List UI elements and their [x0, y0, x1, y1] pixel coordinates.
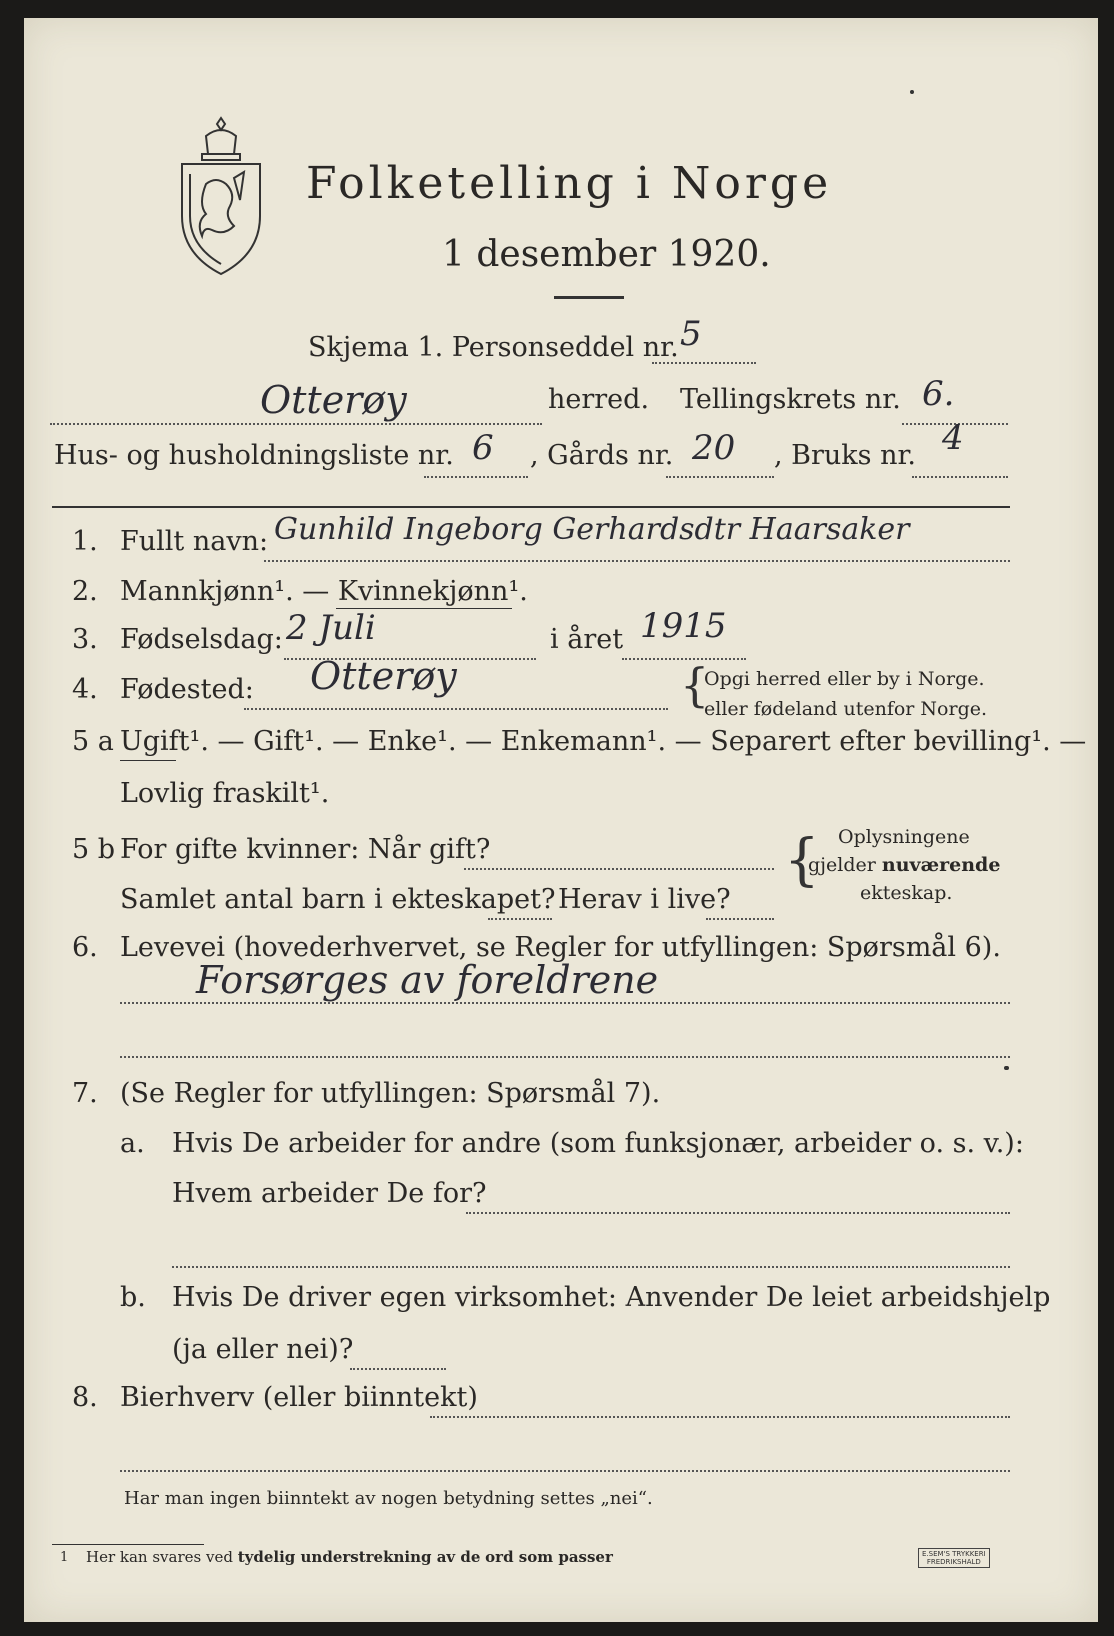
q4-birthplace-value[interactable]: Otterøy [310, 654, 457, 698]
q8-number: 8. [72, 1382, 98, 1413]
q7a-employer-line [466, 1212, 1010, 1214]
form-title: Folketelling i Norge [306, 158, 833, 209]
q5b-note-line3: ekteskap. [860, 882, 953, 904]
q7a-employer-label: Hvem arbeider De for? [172, 1178, 487, 1209]
husliste-value[interactable]: 6 [472, 428, 494, 468]
q5a-number: 5 a [72, 726, 114, 757]
q7-number: 7. [72, 1078, 98, 1109]
q5b-note-line2: gjelder nuværende [808, 854, 1001, 876]
q6-label: Levevei (hovederhvervet, se Regler for utfyllingen: Spørsmål 6). [120, 932, 1001, 963]
q5b-married-line [464, 868, 774, 870]
q8-line2 [120, 1470, 1010, 1472]
q7a-employer-line2 [172, 1266, 1010, 1268]
q3-number: 3. [72, 624, 98, 655]
q5b-alive-label: Herav i live? [558, 884, 731, 915]
footer-note: Har man ingen biinntekt av nogen betydning settes „nei“. [124, 1488, 653, 1509]
q8-label: Bierhverv (eller biinntekt) [120, 1382, 478, 1413]
footnote-number: 1 [60, 1550, 69, 1565]
ink-speck [910, 90, 914, 94]
gards-line [666, 476, 774, 478]
q5b-married-label: For gifte kvinner: Når gift? [120, 834, 491, 865]
q5b-alive-line [706, 918, 774, 920]
personseddel-line [652, 362, 756, 364]
bruks-value[interactable]: 4 [942, 418, 964, 458]
q7a-letter: a. [120, 1128, 145, 1159]
q4-label: Fødested: [120, 674, 254, 705]
q7-label: (Se Regler for utfyllingen: Spørsmål 7). [120, 1078, 661, 1109]
q1-number: 1. [72, 526, 98, 557]
q2-number: 2. [72, 576, 98, 607]
tellingskrets-value[interactable]: 6. [922, 374, 955, 414]
q1-label: Fullt navn: [120, 526, 269, 557]
bruks-line [912, 476, 1008, 478]
q3-year-label: i året [550, 624, 624, 655]
norwegian-coat-of-arms-icon [176, 114, 266, 276]
ink-speck-2 [1004, 1066, 1009, 1070]
q5b-note-line1: Oplysningene [838, 826, 970, 848]
gards-value[interactable]: 20 [692, 428, 736, 468]
herred-line [50, 423, 542, 425]
q7b-yes-no-label: (ja eller nei)? [172, 1334, 354, 1365]
q5a-divorced-option: Lovlig fraskilt¹. [120, 778, 330, 809]
husliste-line [424, 476, 528, 478]
q3-label: Fødselsdag: [120, 624, 283, 655]
q6-line1 [120, 1002, 1010, 1004]
q3-year-value[interactable]: 1915 [640, 606, 727, 646]
q5b-number: 5 b [72, 834, 116, 865]
herred-value[interactable]: Otterøy [260, 378, 407, 422]
q7b-yes-no-line [350, 1368, 446, 1370]
q6-number: 6. [72, 932, 98, 963]
gards-label: , Gårds nr. [530, 440, 674, 471]
q3-birthday-value[interactable]: 2 Juli [286, 608, 376, 648]
q5b-brace: { [784, 828, 820, 893]
tellingskrets-label: Tellingskrets nr. [680, 384, 901, 415]
q7a-text: Hvis De arbeider for andre (som funksjonær, arbeider o. s. v.): [172, 1128, 1024, 1159]
q4-line [244, 708, 668, 710]
q5a-marital-options: Ugift¹. — Gift¹. — Enke¹. — Enkemann¹. — Separert efter bevilling¹. — [120, 726, 1087, 757]
q5b-children-line [488, 918, 552, 920]
herred-label: herred. [548, 384, 650, 415]
personseddel-number[interactable]: 5 [680, 314, 702, 354]
husliste-label: Hus- og husholdningsliste nr. [54, 440, 454, 471]
q2-gender-options: Mannkjønn¹. — Kvinnekjønn¹. [120, 576, 528, 607]
schema-label: Skjema 1. Personseddel nr. [308, 332, 679, 363]
printer-stamp: E.SEM'S TRYKKERI FREDRIKSHALD [918, 1548, 990, 1568]
census-form [24, 18, 1098, 1622]
title-divider [554, 296, 624, 299]
q7b-text: Hvis De driver egen virksomhet: Anvender De leiet arbeidshjelp [172, 1282, 1051, 1313]
bruks-label: , Bruks nr. [774, 440, 917, 471]
footnote-rule [52, 1544, 204, 1545]
q6-line2 [120, 1056, 1010, 1058]
form-date: 1 desember 1920. [442, 234, 771, 275]
q4-brace: { [680, 658, 710, 712]
ugift-underline [120, 760, 176, 761]
q6-occupation-value[interactable]: Forsørges av foreldrene [196, 958, 659, 1002]
footnote-text: Her kan svares ved tydelig understrekning av de ord som passer [86, 1548, 613, 1566]
q1-full-name[interactable]: Gunhild Ingeborg Gerhardsdtr Haarsaker [274, 512, 910, 547]
header-divider [52, 506, 1010, 508]
q5b-children-label: Samlet antal barn i ekteskapet? [120, 884, 556, 915]
q8-line1 [430, 1416, 1010, 1418]
q7b-letter: b. [120, 1282, 146, 1313]
q4-note-line2: eller fødeland utenfor Norge. [704, 698, 988, 720]
q1-line [264, 560, 1010, 562]
q4-number: 4. [72, 674, 98, 705]
q4-note-line1: Opgi herred eller by i Norge. [704, 668, 985, 690]
